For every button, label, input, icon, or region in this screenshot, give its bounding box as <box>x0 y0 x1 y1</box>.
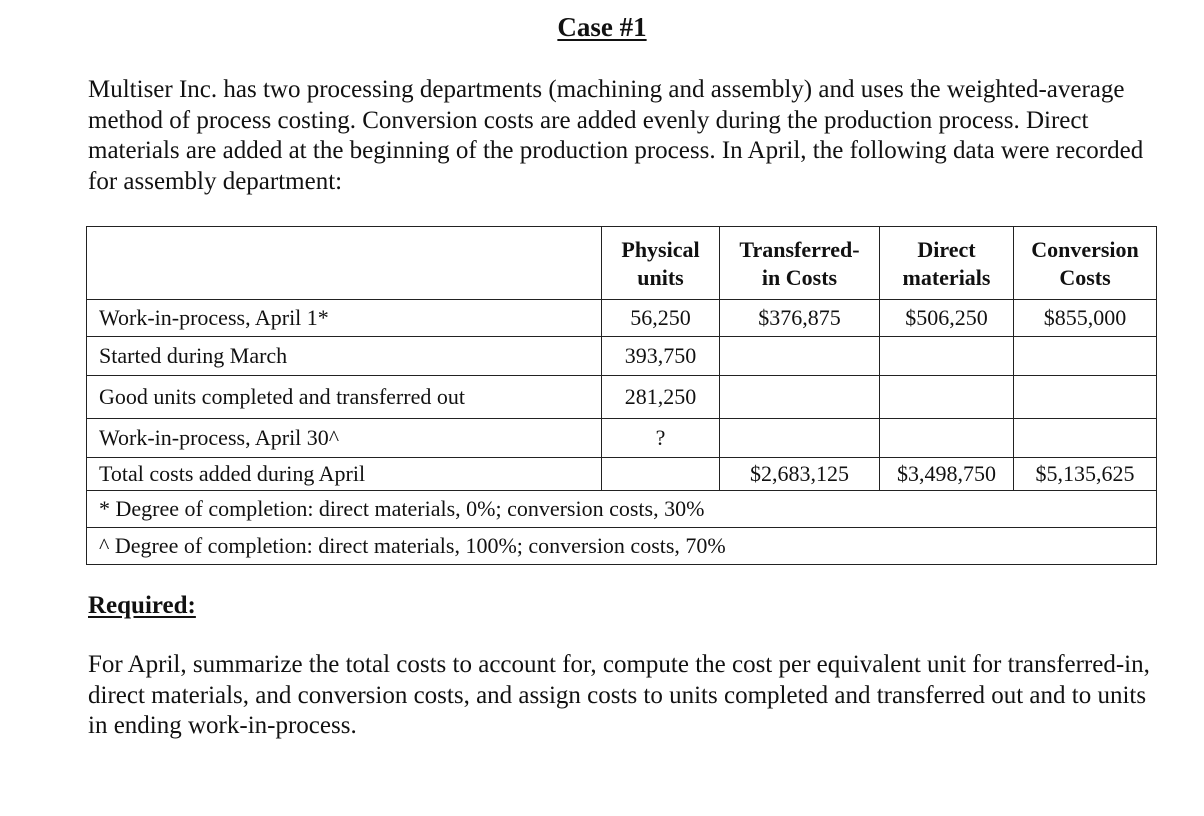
cell-direct-materials: $506,250 <box>880 300 1014 337</box>
cell-transferred-in: $376,875 <box>720 300 880 337</box>
required-paragraph: For April, summarize the total costs to account for, compute the cost per equivalent unit for transferred-in, direct materials, and conversion costs, and assign costs to units completed and transferred out and to units in ending work-in-process. <box>88 651 1150 739</box>
cell-transferred-in <box>720 419 880 458</box>
cell-direct-materials <box>880 419 1014 458</box>
cell-conversion-costs <box>1014 376 1157 419</box>
table-note-row <box>87 491 1157 528</box>
table-row <box>87 419 1157 458</box>
row-label: Work-in-process, April 30^ <box>87 419 602 458</box>
table-header-row <box>87 227 1157 300</box>
cell-transferred-in <box>720 376 880 419</box>
table-row <box>87 337 1157 376</box>
case-title: Case #1 <box>557 12 647 42</box>
process-cost-table <box>86 226 1157 565</box>
cell-conversion-costs: $5,135,625 <box>1014 458 1157 491</box>
header-transferred-in-costs: Transferred- in Costs <box>720 227 880 300</box>
cell-physical-units: 393,750 <box>602 337 720 376</box>
table-note-row <box>87 528 1157 565</box>
row-label: Started during March <box>87 337 602 376</box>
table-row <box>87 376 1157 419</box>
row-label: Good units completed and transferred out <box>87 376 602 419</box>
row-label: Work-in-process, April 1* <box>87 300 602 337</box>
cell-conversion-costs <box>1014 419 1157 458</box>
header-blank <box>87 227 602 300</box>
cell-physical-units: 281,250 <box>602 376 720 419</box>
cell-physical-units <box>602 458 720 491</box>
required-heading: Required: <box>88 592 196 619</box>
cell-direct-materials <box>880 337 1014 376</box>
header-physical-units: Physical units <box>602 227 720 300</box>
cell-direct-materials <box>880 376 1014 419</box>
table-row <box>87 458 1157 491</box>
footnote-april-30: ^ Degree of completion: direct materials, 100%; conversion costs, 70% <box>87 528 1157 565</box>
header-direct-materials: Direct materials <box>880 227 1014 300</box>
cell-physical-units: ? <box>602 419 720 458</box>
cell-transferred-in <box>720 337 880 376</box>
cell-conversion-costs <box>1014 337 1157 376</box>
row-label: Total costs added during April <box>87 458 602 491</box>
cell-physical-units: 56,250 <box>602 300 720 337</box>
header-conversion-costs: Conversion Costs <box>1014 227 1157 300</box>
footnote-april-1: * Degree of completion: direct materials, 0%; conversion costs, 30% <box>87 491 1157 528</box>
cell-conversion-costs: $855,000 <box>1014 300 1157 337</box>
cell-transferred-in: $2,683,125 <box>720 458 880 491</box>
table-row <box>87 300 1157 337</box>
cell-direct-materials: $3,498,750 <box>880 458 1014 491</box>
intro-paragraph: Multiser Inc. has two processing departments (machining and assembly) and uses the weighted-average method of process costing. Conversion costs are added evenly during the production process. Direct materials are added at the beginning of the production process. In April, the following data were recorded for assembly department: <box>88 76 1144 195</box>
